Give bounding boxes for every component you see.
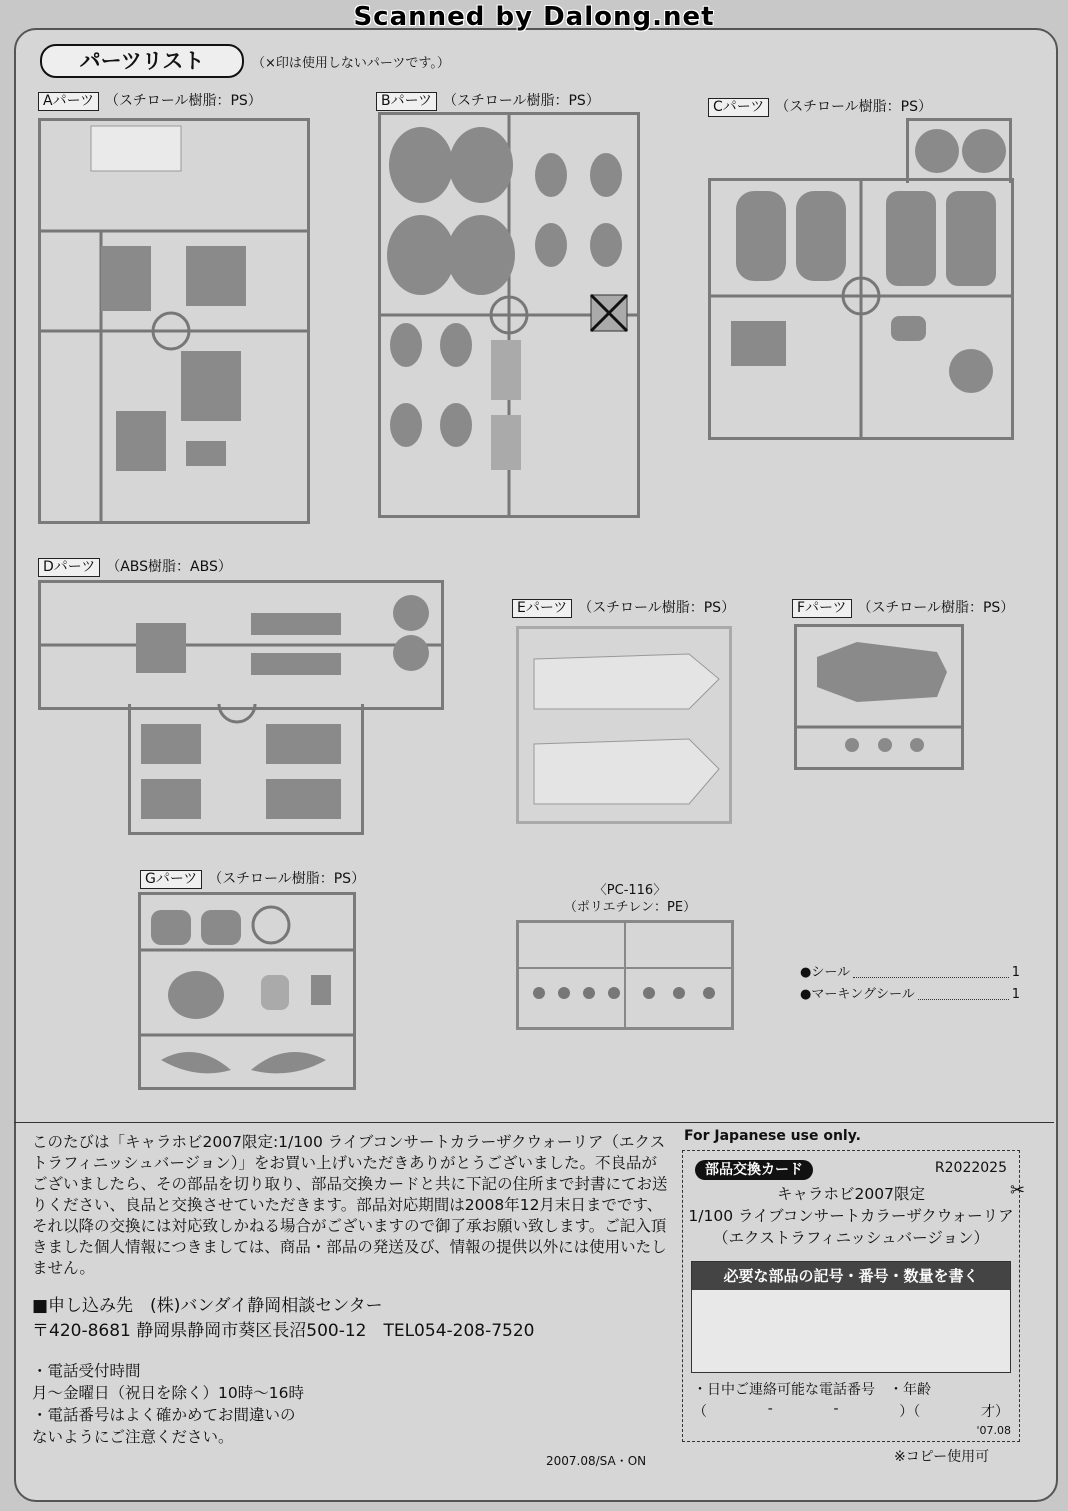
paren-open: （	[693, 1404, 707, 1420]
parts-request-heading: 必要な部品の記号・番号・数量を書く	[692, 1262, 1010, 1290]
sprue-f-drawing	[797, 627, 961, 767]
hours-line-1: ・電話受付時間	[32, 1362, 141, 1380]
seal-list	[800, 962, 1020, 1006]
page-title: パーツリスト	[40, 44, 244, 78]
section-f-material: （スチロール樹脂：PS）	[857, 600, 1015, 616]
sprue-a-drawing	[41, 121, 307, 521]
sprue-c-top-drawing	[909, 121, 1009, 183]
section-divider	[14, 1122, 1054, 1123]
section-f-tag: Fパーツ	[792, 599, 852, 618]
card-date: '07.08	[976, 1424, 1011, 1437]
card-product-line-2: 1/100 ライブコンサートカラーザクウォーリア	[688, 1207, 1014, 1225]
card-product-line-3: （エクストラフィニッシュバージョン）	[712, 1229, 990, 1247]
seal-count: 1	[1011, 965, 1020, 980]
title-note: （×印は使用しないパーツです。）	[252, 56, 450, 71]
section-c-material: （スチロール樹脂：PS）	[775, 99, 932, 115]
section-d-tag: Dパーツ	[38, 558, 100, 577]
notice-body: このたびは「キャラホビ2007限定:1/100 ライブコンサートカラーザクウォーリア（エクストラフィニッシュバージョン）」をお買い上げいただきありがとうございました。不良品がございましたら、その部品を切り取り、部品交換カードと共に下記の住所まで封書にてお送りください、良品と交換させていただきます。部品対応期間は2008年12月末日までです、それ以降の交換には対応致しかねる場合がございますので御了承お願い致します。ご記入頂きました個人情報につきましては、商品・部品の発送及び、情報の提供以外には使用いたしません。	[32, 1133, 668, 1277]
section-a-material: （スチロール樹脂：PS）	[105, 93, 262, 109]
section-e-tag: Eパーツ	[512, 599, 572, 618]
section-e-label	[512, 597, 735, 618]
phone-age-label: ・日中ご連絡可能な電話番号 ・年齢	[693, 1382, 931, 1398]
pc-title	[520, 882, 740, 916]
sprue-b	[378, 112, 640, 518]
hours-block	[32, 1360, 392, 1448]
exchange-card	[682, 1150, 1020, 1442]
sprue-f	[794, 624, 964, 770]
section-a-tag: Aパーツ	[38, 92, 99, 111]
section-e-material: （スチロール樹脂：PS）	[578, 600, 736, 616]
section-b-material: （スチロール樹脂：PS）	[443, 93, 600, 109]
section-c-tag: Cパーツ	[708, 98, 769, 117]
japanese-only-note: For Japanese use only.	[684, 1128, 861, 1144]
notice-text	[32, 1132, 672, 1279]
card-heading: 部品交換カード	[695, 1160, 813, 1180]
sprue-e	[516, 626, 732, 824]
sprue-c	[708, 178, 1014, 440]
phone-age-fields[interactable]	[693, 1401, 1009, 1421]
copy-allowed-note: ※コピー使用可	[894, 1449, 990, 1465]
section-a-label	[38, 90, 262, 111]
sprue-pc	[516, 920, 734, 1030]
marking-seal-count: 1	[1011, 987, 1020, 1002]
card-code: R2022025	[934, 1160, 1007, 1176]
seal-row	[800, 962, 1020, 984]
parts-request-box[interactable]	[691, 1261, 1011, 1373]
hours-line-3: ・電話番号はよく確かめてお間違いの	[32, 1406, 296, 1424]
section-b-tag: Bパーツ	[376, 92, 437, 111]
section-g-label	[140, 868, 365, 889]
sprue-e-drawing	[519, 629, 729, 821]
phone-dash-2: -	[833, 1401, 839, 1417]
hours-line-2: 月～金曜日（祝日を除く）10時～16時	[32, 1384, 304, 1402]
pc-name: 〈PC-116〉	[593, 883, 667, 898]
age-unit: 才）	[981, 1404, 1009, 1420]
section-b-label	[376, 90, 600, 111]
section-d-label	[38, 556, 232, 577]
sprue-d-lower	[128, 704, 364, 835]
scan-watermark: Scanned by Dalong.net	[353, 2, 715, 32]
address-block	[32, 1294, 672, 1344]
marking-seal-label: ●マーキングシール	[800, 987, 915, 1002]
sprue-g-drawing	[141, 895, 353, 1087]
section-c-label	[708, 96, 932, 117]
sprue-a	[38, 118, 310, 524]
hours-line-4: ないようにご注意ください。	[32, 1428, 234, 1446]
card-product	[683, 1183, 1019, 1249]
pc-material: （ポリエチレン：PE）	[563, 900, 697, 915]
address-line-2: 〒420-8681 静岡県静岡市葵区長沼500-12 TEL054-208-7520	[32, 1321, 535, 1341]
sprue-d	[38, 580, 444, 710]
footer-code: 2007.08/SA・ON	[546, 1454, 647, 1468]
sprue-d-drawing	[41, 583, 441, 707]
sprue-c-drawing	[711, 181, 1011, 437]
sprue-b-drawing	[381, 115, 637, 515]
paren-close: ）（	[899, 1404, 921, 1420]
section-g-material: （スチロール樹脂：PS）	[208, 871, 366, 887]
card-product-line-1: キャラホビ2007限定	[777, 1185, 925, 1203]
sprue-g	[138, 892, 356, 1090]
scissors-icon: ✂	[1010, 1180, 1026, 1201]
section-d-material: （ABS樹脂：ABS）	[106, 559, 232, 575]
sprue-pc-drawing	[519, 923, 731, 1027]
sprue-c-top	[906, 118, 1012, 183]
section-f-label	[792, 597, 1014, 618]
seal-label: ●シール	[800, 965, 851, 980]
sprue-d-lower-drawing	[131, 704, 361, 832]
phone-dash-1: -	[767, 1401, 773, 1417]
section-g-tag: Gパーツ	[140, 870, 202, 889]
address-line-1: ■申し込み先 (株)バンダイ静岡相談センター	[32, 1296, 383, 1316]
marking-seal-row	[800, 984, 1020, 1006]
